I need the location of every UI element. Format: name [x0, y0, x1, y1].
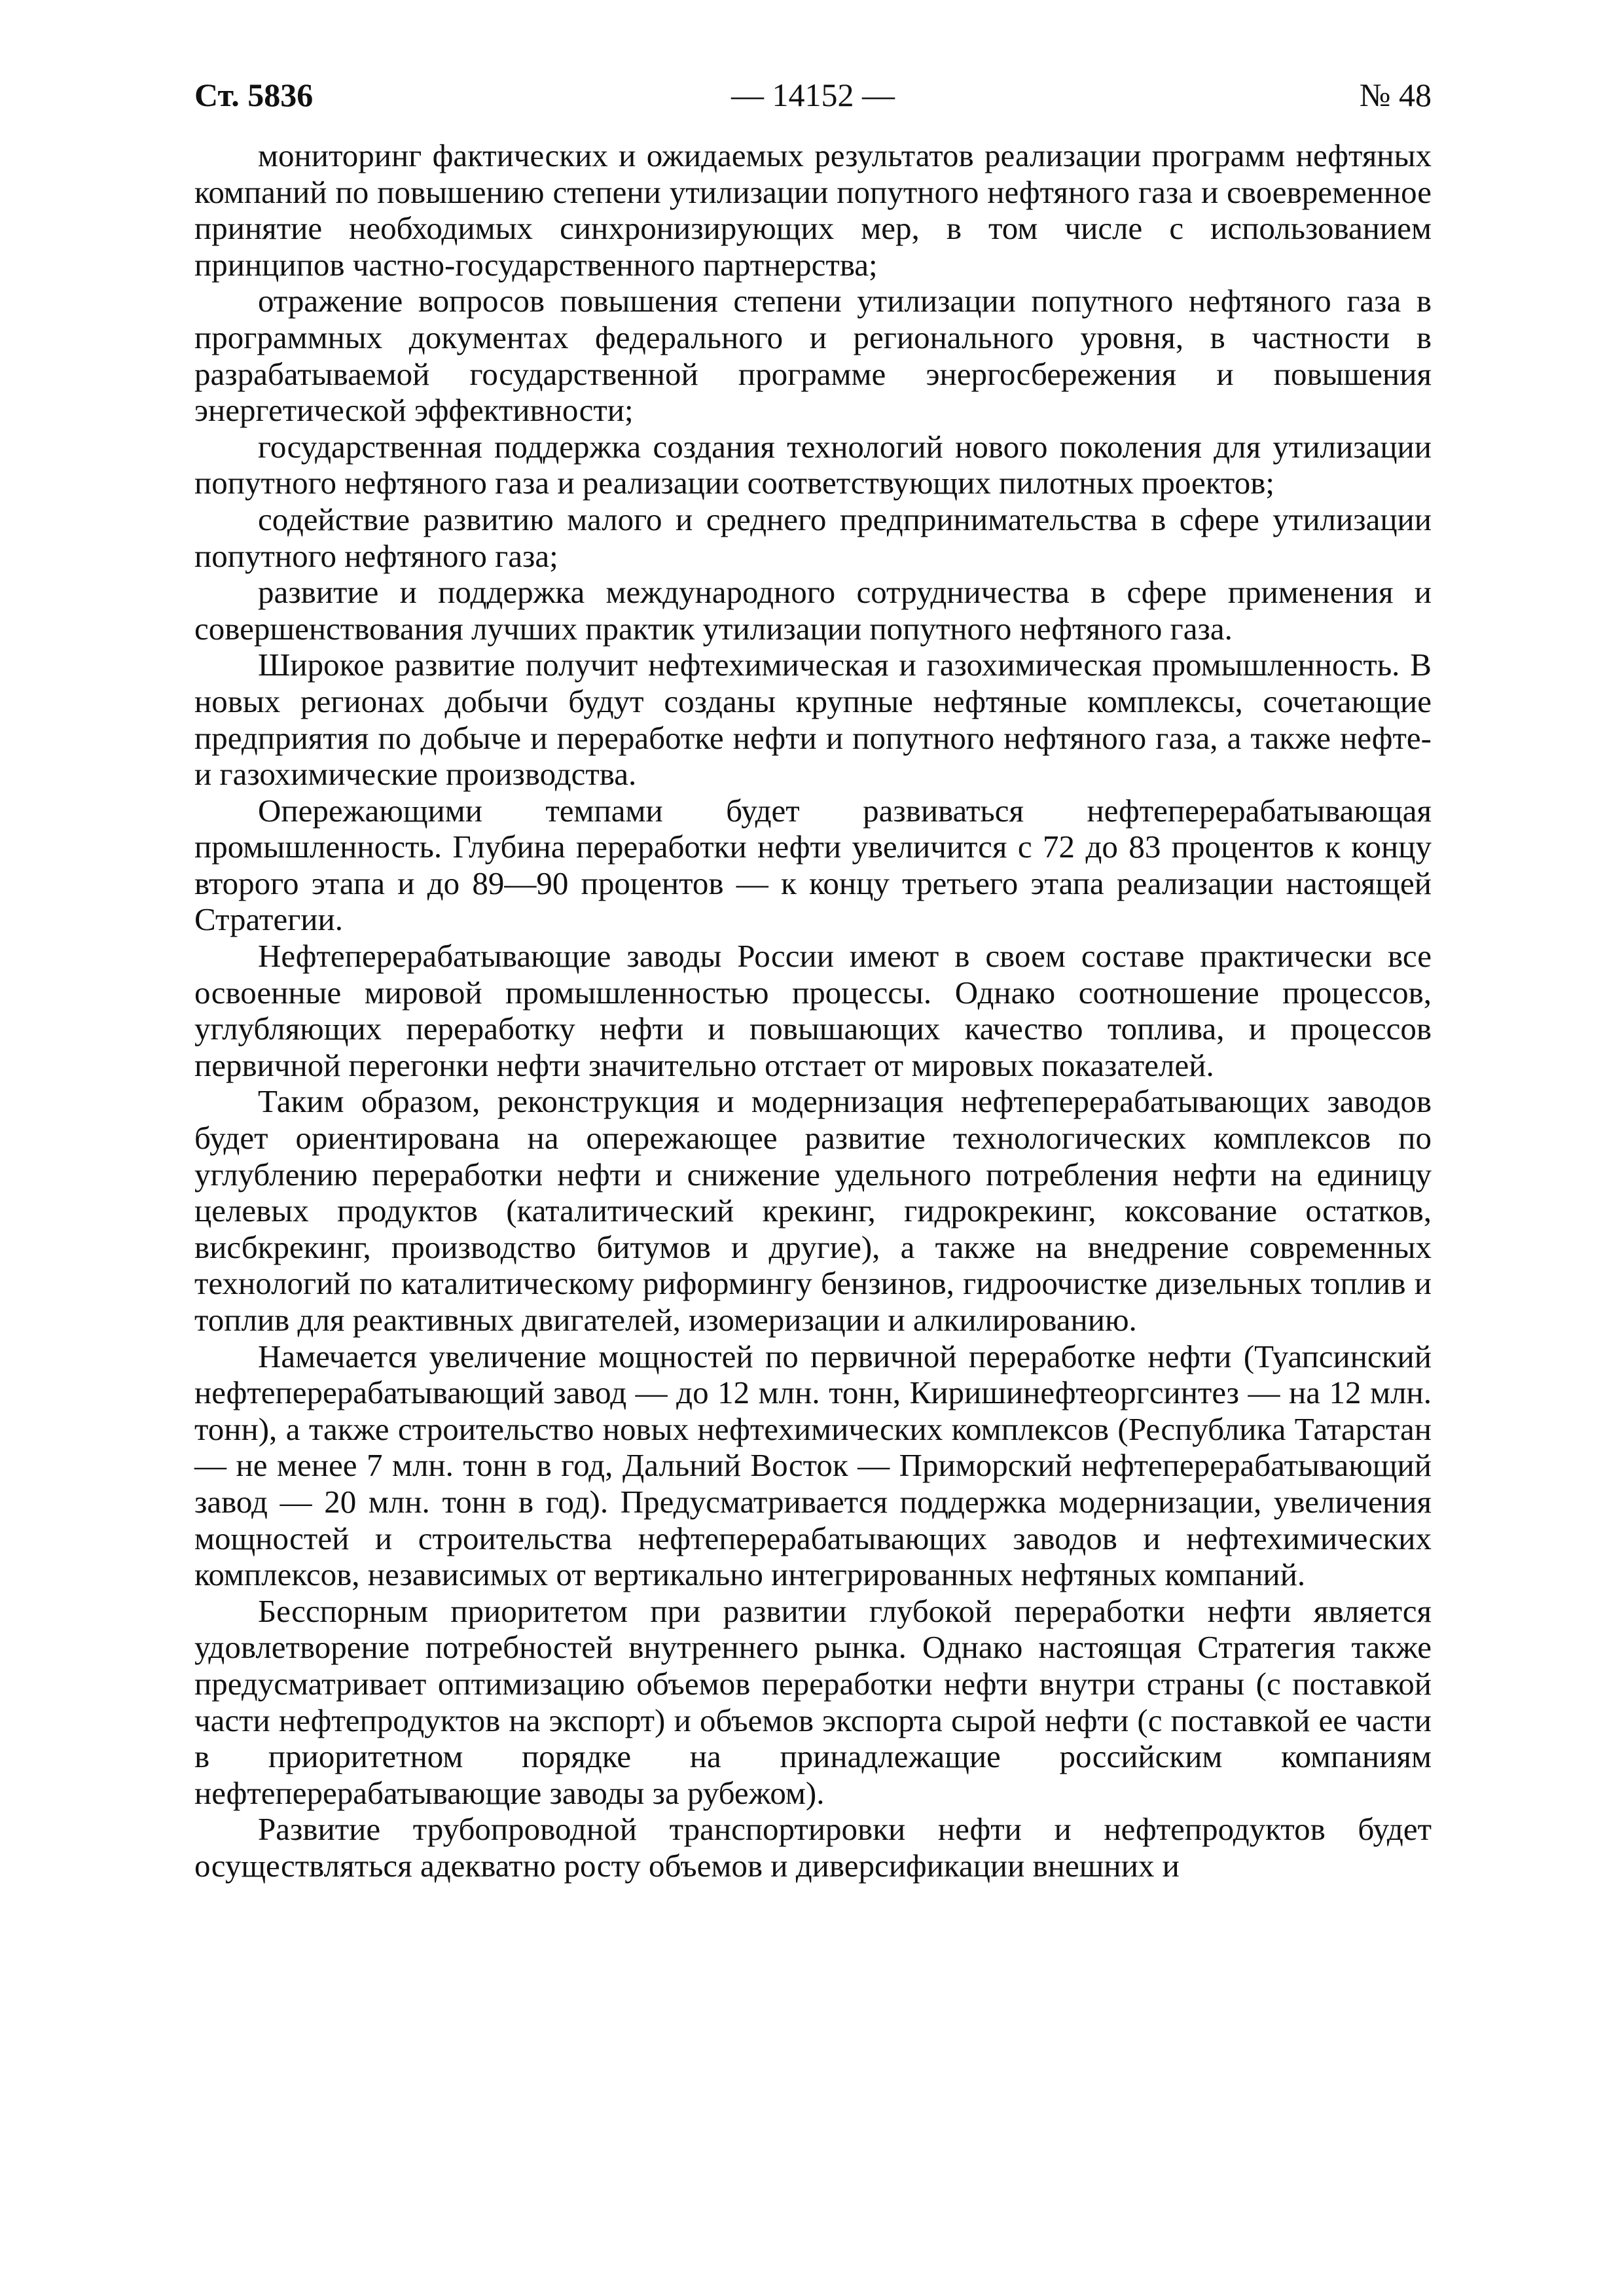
paragraph: мониторинг фактических и ожидаемых результатов реализации программ нефтяных компаний по повышению степени утилизации попутного нефтяного газа и своевременное принятие необходимых синхронизирующих мер, в том числе с использованием принципов частно-государственного партнерства; [194, 137, 1432, 283]
paragraph: отражение вопросов повышения степени утилизации попутного нефтяного газа в программных документах федерального и регионального уровня, в частности в разрабатываемой государственной программе энергосбережения и повышения энергетической эффективности; [194, 283, 1432, 429]
paragraph: развитие и поддержка международного сотрудничества в сфере применения и совершенствования лучших практик утилизации попутного нефтяного газа. [194, 574, 1432, 647]
page-number: — 14152 — [731, 77, 895, 113]
page-header [194, 65, 1432, 124]
paragraph: Опережающими темпами будет развиваться нефтеперерабатывающая промышленность. Глубина переработки нефти увеличится с 72 до 83 процентов к концу второго этапа и до 89—90 процентов — к концу третьего этапа реализации настоящей Стратегии. [194, 792, 1432, 938]
paragraph: государственная поддержка создания технологий нового поколения для утилизации попутного нефтяного газа и реализации соответствующих пилотных проектов; [194, 428, 1432, 501]
article-number: Ст. 5836 [194, 77, 314, 113]
paragraph: Бесспорным приоритетом при развитии глубокой переработки нефти является удовлетворение потребностей внутреннего рынка. Однако настоящая Стратегия также предусматривает оптимизацию объемов переработки нефти внутри страны (с поставкой части нефтепродуктов на экспорт) и объемов экспорта сырой нефти (с поставкой ее части в приоритетном порядке на принадлежащие российским компаниям нефтеперерабатывающие заводы за рубежом). [194, 1592, 1432, 1811]
paragraph: Широкое развитие получит нефтехимическая и газохимическая промышленность. В новых регионах добычи будут созданы крупные нефтяные комплексы, сочетающие предприятия по добыче и переработке нефти и попутного нефтяного газа, а также нефте- и газохимические производства. [194, 647, 1432, 793]
document-body [194, 137, 1432, 1884]
issue-number: № 48 [1359, 77, 1432, 113]
document-page [194, 65, 1432, 1884]
paragraph: Нефтеперерабатывающие заводы России имеют в своем составе практически все освоенные мировой промышленностью процессы. Однако соотношение процессов, углубляющих переработку нефти и повышающих качество топлива, и процессов первичной перегонки нефти значительно отстает от мировых показателей. [194, 938, 1432, 1083]
paragraph: Развитие трубопроводной транспортировки нефти и нефтепродуктов будет осуществляться адекватно росту объемов и диверсификации внешних и [194, 1811, 1432, 1884]
paragraph: содействие развитию малого и среднего предпринимательства в сфере утилизации попутного нефтяного газа; [194, 501, 1432, 574]
paragraph: Таким образом, реконструкция и модернизация нефтеперерабатывающих заводов будет ориентирована на опережающее развитие технологических комплексов по углублению переработки нефти и снижение удельного потребления нефти на единицу целевых продуктов (каталитический крекинг, гидрокрекинг, коксование остатков, висбкрекинг, производство битумов и другие), а также на внедрение современных технологий по каталитическому риформингу бензинов, гидроочистке дизельных топлив и топлив для реактивных двигателей, изомеризации и алкилированию. [194, 1083, 1432, 1338]
paragraph: Намечается увеличение мощностей по первичной переработке нефти (Туапсинский нефтеперерабатывающий завод — до 12 млн. тонн, Киришинефтеоргсинтез — на 12 млн. тонн), а также строительство новых нефтехимических комплексов (Республика Татарстан — не менее 7 млн. тонн в год, Дальний Восток — Приморский нефтеперерабатывающий завод — 20 млн. тонн в год). Предусматривается поддержка модернизации, увеличения мощностей и строительства нефтеперерабатывающих заводов и нефтехимических комплексов, независимых от вертикально интегрированных нефтяных компаний. [194, 1338, 1432, 1593]
